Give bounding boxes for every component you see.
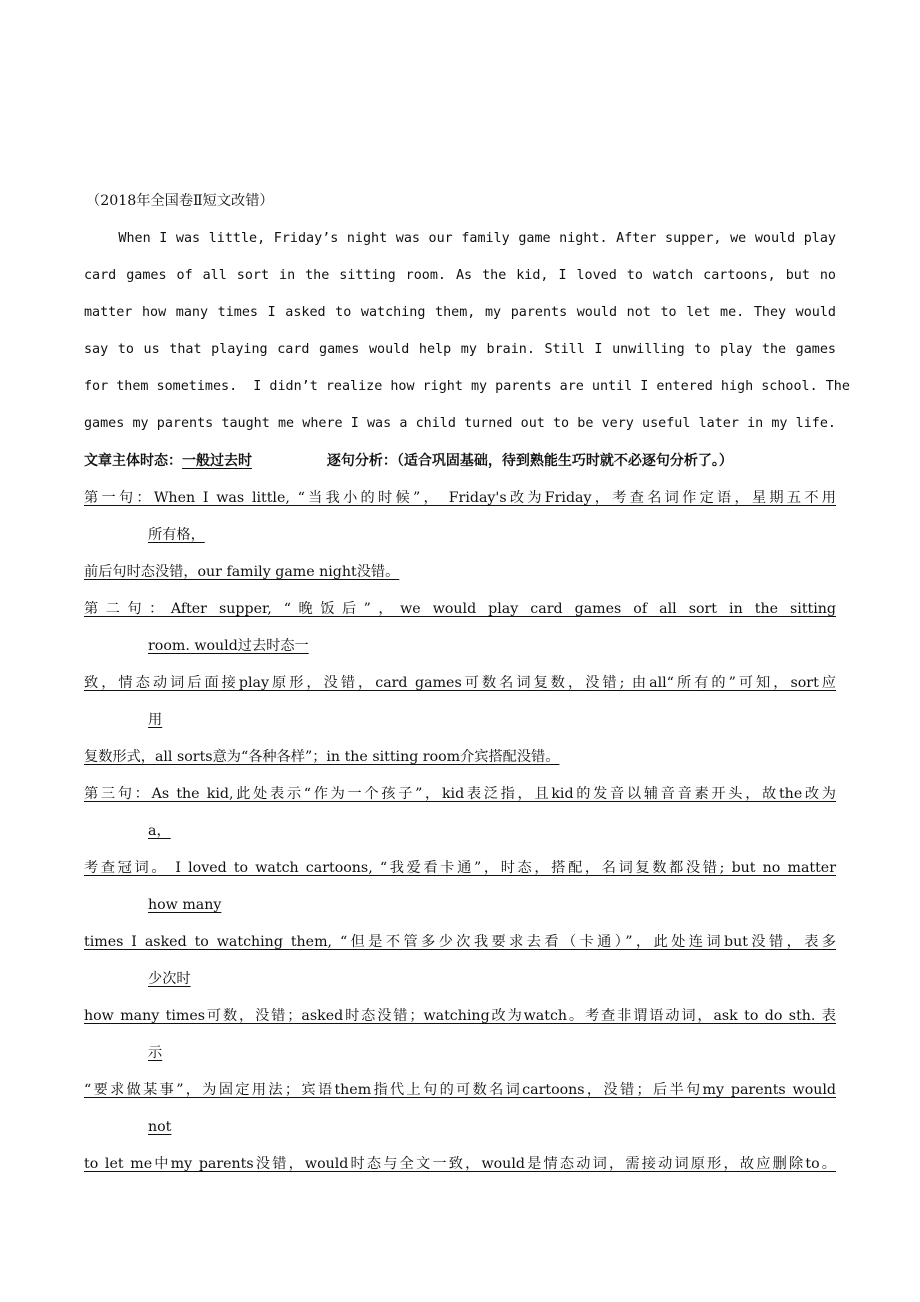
analysis-line: 用 bbox=[148, 712, 163, 728]
analysis-line: 第一句：When I was little, “当我小的时候”， Friday's改为Friday，考查名词作定语，星期五不用 bbox=[84, 490, 836, 506]
analysis-line: 考查冠词。 I loved to watch cartoons, “我爱看卡通”，时态，搭配，名词复数都没错; but no matter bbox=[84, 860, 836, 876]
analysis-line: to let me中my parents没错，would时态与全文一致，would是情态动词，需接动词原形，故应删除to。 bbox=[84, 1156, 836, 1172]
analysis-line: room. would过去时态一 bbox=[148, 638, 309, 654]
passage-line: for them sometimes. I didn’t realize how right my parents are until I entered high school. The bbox=[84, 379, 850, 394]
analysis-line: 示 bbox=[148, 1045, 163, 1061]
source-title: （2018年全国卷Ⅱ短文改错） bbox=[86, 193, 274, 209]
passage-line: say to us that playing card games would help my brain. Still I unwilling to play the games bbox=[84, 342, 836, 357]
passage-line: card games of all sort in the sitting room. As the kid, I loved to watch cartoons, but no bbox=[84, 268, 836, 283]
analysis-line: times I asked to watching them, “但是不管多少次我要求去看（卡通）”，此处连词but没错，表多 bbox=[84, 934, 836, 950]
passage-line: matter how many times I asked to watching them, my parents would not to let me. They would bbox=[84, 305, 836, 320]
analysis-line: 第二句：After supper, “晚饭后”，we would play card games of all sort in the sitting bbox=[84, 601, 836, 617]
analysis-label: 逐句分析：（适合巩固基础，待到熟能生巧时就不必逐句分析了。） bbox=[326, 453, 733, 469]
analysis-line: how many times可数，没错；asked时态没错；watching改为watch。考查非谓语动词，ask to do sth. 表 bbox=[84, 1008, 836, 1024]
analysis-line: 少次时 bbox=[148, 971, 191, 987]
analysis-line: 第三句：As the kid,此处表示“作为一个孩子”，kid表泛指，且kid的发音以辅音音素开头，故the改为 bbox=[84, 786, 836, 802]
passage-line: games my parents taught me where I was a child turned out to be very useful later in my life. bbox=[84, 416, 836, 431]
analysis-line: 所有格， bbox=[148, 527, 205, 543]
analysis-line: 复数形式，all sorts意为“各种各样”；in the sitting room介宾搭配没错。 bbox=[84, 749, 560, 765]
analysis-line: not bbox=[148, 1119, 172, 1135]
analysis-line: 前后句时态没错，our family game night没错。 bbox=[84, 564, 400, 580]
tense-heading bbox=[84, 451, 836, 471]
analysis-line: 致，情态动词后面接play原形，没错，card games可数名词复数，没错; 由all“所有的”可知，sort应 bbox=[84, 675, 836, 691]
passage-line: When I was little, Friday’s night was our family game night. After supper, we would play bbox=[84, 231, 836, 246]
analysis-line: “要求做某事”，为固定用法；宾语them指代上句的可数名词cartoons，没错；后半句my parents would bbox=[84, 1082, 836, 1098]
analysis-line: a， bbox=[148, 823, 171, 839]
analysis-line: how many bbox=[148, 897, 222, 913]
tense-label: 文章主体时态： bbox=[84, 453, 182, 469]
tense-value: 一般过去时 bbox=[182, 453, 252, 469]
